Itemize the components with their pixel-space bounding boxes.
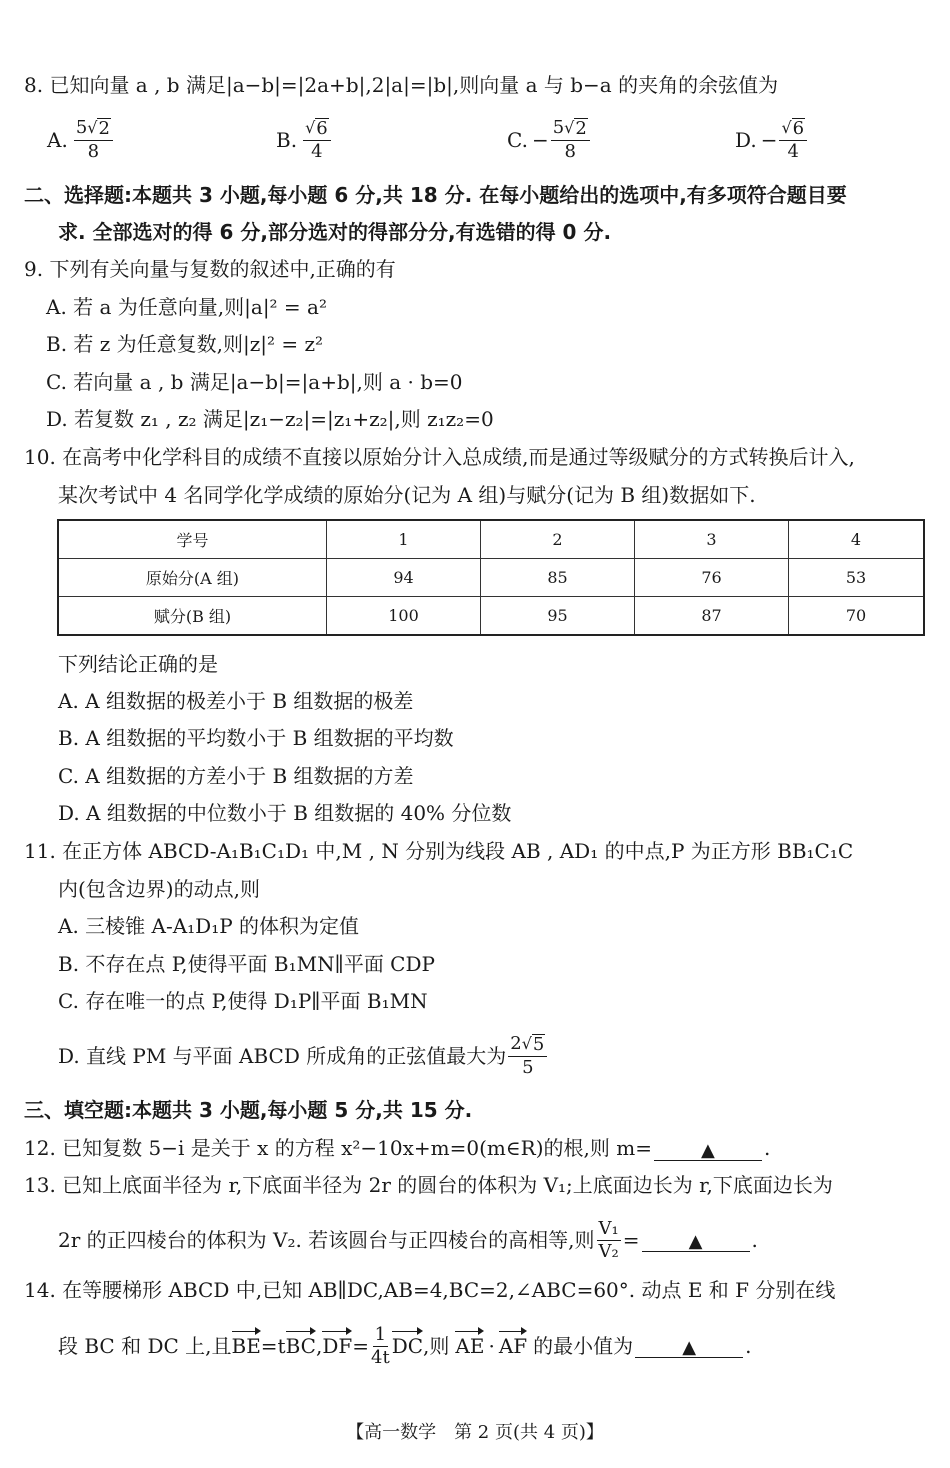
q13-stem-line2 — [58, 1214, 758, 1266]
table-header-cell: 4 — [789, 520, 925, 559]
equals-sign: = — [622, 1228, 640, 1252]
vector-df: DF — [322, 1334, 353, 1358]
table-header-cell: 学号 — [58, 520, 327, 559]
table-header-cell: 3 — [635, 520, 789, 559]
q11-option-d-text: D. 直线 PM 与平面 ABCD 所成角的正弦值最大为 — [58, 1044, 507, 1068]
table-cell: 赋分(B 组) — [58, 597, 327, 636]
triangle-icon: ▲ — [682, 1336, 697, 1358]
q11-option-c: C. 存在唯一的点 P,使得 D₁P∥平面 B₁MN — [58, 989, 428, 1013]
vector-bc: BC — [285, 1334, 316, 1358]
vector-ae: AE — [455, 1334, 485, 1358]
fraction-denominator: V₂ — [598, 1240, 619, 1262]
option-label: B. — [276, 128, 298, 152]
q11-option-d — [58, 1030, 549, 1082]
option-fraction — [779, 118, 807, 162]
q13-period: . — [751, 1228, 758, 1252]
table-header-cell: 2 — [481, 520, 635, 559]
q14-period: . — [745, 1334, 752, 1358]
table-cell: 70 — [789, 597, 925, 636]
equals-sign: = — [352, 1334, 370, 1358]
section2-heading-line1: 二、选择题:本题共 3 小题,每小题 6 分,共 18 分. 在每小题给出的选项中,有多项符合题目要 — [24, 183, 847, 207]
radicand: 2 — [98, 118, 110, 139]
q14-text: 段 BC 和 DC 上,且 — [58, 1334, 232, 1358]
q10-option-b: B. A 组数据的平均数小于 B 组数据的平均数 — [58, 726, 454, 750]
radicand: 6 — [316, 118, 328, 139]
sqrt-symbol: √ 5 — [521, 1034, 545, 1055]
q13-stem-line1: 13. 已知上底面半径为 r,下底面半径为 2r 的圆台的体积为 V₁;上底面边长为 r,下底面边长为 — [24, 1173, 833, 1197]
fraction-denominator: 5 — [522, 1057, 534, 1078]
fraction-coefficient: 5 — [552, 117, 565, 138]
section2-heading-line2: 求. 全部选对的得 6 分,部分选对的得部分分,有选错的得 0 分. — [58, 220, 612, 244]
q9-option-d: D. 若复数 z₁ , z₂ 满足|z₁−z₂|=|z₁+z₂|,则 z₁z₂=0 — [46, 407, 494, 431]
q13-answer-blank[interactable] — [642, 1229, 750, 1252]
score-table — [57, 519, 925, 636]
option-fraction — [74, 118, 113, 162]
table-header-cell: 1 — [327, 520, 481, 559]
q10-stem-line1: 10. 在高考中化学科目的成绩不直接以原始分计入总成绩,而是通过等级赋分的方式转换后计入, — [24, 445, 855, 469]
vector-be: BE — [231, 1334, 261, 1358]
option-label: C. — [507, 128, 528, 152]
q9-option-b: B. 若 z 为任意复数,则|z|² = z² — [46, 332, 324, 356]
table-cell: 100 — [327, 597, 481, 636]
q14-fraction — [371, 1325, 390, 1368]
q14-eq-t: =t — [260, 1334, 286, 1358]
option-label: D. — [735, 128, 757, 152]
q11-stem-line1: 11. 在正方体 ABCD-A₁B₁C₁D₁ 中,M , N 分别为线段 AB , AD₁ 的中点,P 为正方形 BB₁C₁C — [24, 839, 854, 863]
q9-stem: 9. 下列有关向量与复数的叙述中,正确的有 — [24, 257, 396, 281]
table-cell: 76 — [635, 559, 789, 597]
minus-sign: − — [531, 128, 549, 152]
radicand: 6 — [792, 118, 805, 139]
radicand: 2 — [575, 118, 587, 139]
q14-answer-blank[interactable] — [635, 1335, 743, 1358]
fraction-denominator: 8 — [87, 141, 100, 162]
dot-product-sign: · — [488, 1334, 495, 1358]
table-cell: 87 — [635, 597, 789, 636]
fraction-denominator: 4 — [311, 141, 323, 162]
fraction-coefficient: 2 — [510, 1033, 522, 1054]
q13-fraction — [597, 1219, 621, 1262]
vector-af: AF — [498, 1334, 528, 1358]
q8-option-a — [47, 112, 115, 168]
table-cell: 53 — [789, 559, 925, 597]
q11-option-a: A. 三棱锥 A-A₁D₁P 的体积为定值 — [58, 914, 360, 938]
table-cell: 原始分(A 组) — [58, 559, 327, 597]
minus-sign: − — [760, 128, 778, 152]
q12-period: . — [763, 1136, 771, 1160]
q11-option-d-fraction — [508, 1034, 547, 1078]
q8-option-d — [735, 112, 809, 168]
option-fraction — [551, 118, 590, 162]
q8-option-b — [276, 112, 333, 168]
sqrt-symbol: √ 2 — [564, 118, 587, 139]
q10-stem-line2: 某次考试中 4 名同学化学成绩的原始分(记为 A 组)与赋分(记为 B 组)数据如下. — [58, 483, 756, 507]
triangle-icon: ▲ — [688, 1230, 703, 1252]
q10-prompt: 下列结论正确的是 — [58, 652, 218, 676]
fraction-denominator: 8 — [564, 141, 576, 162]
q11-option-b: B. 不存在点 P,使得平面 B₁MN∥平面 CDP — [58, 952, 435, 976]
table-header-row — [58, 520, 924, 559]
table-cell: 85 — [481, 559, 635, 597]
fraction-coefficient: 5 — [75, 117, 88, 138]
q14-tail: 的最小值为 — [533, 1334, 634, 1358]
q13-text: 2r 的正四棱台的体积为 V₂. 若该圆台与正四棱台的高相等,则 — [58, 1228, 595, 1252]
q9-option-c: C. 若向量 a , b 满足|a−b|=|a+b|,则 a · b=0 — [46, 370, 463, 394]
fraction-denominator: 4t — [371, 1346, 390, 1368]
table-cell: 95 — [481, 597, 635, 636]
table-cell: 94 — [327, 559, 481, 597]
vector-dc: DC — [391, 1334, 424, 1358]
fraction-denominator: 4 — [787, 141, 799, 162]
q14-stem-line2 — [58, 1320, 752, 1372]
q11-stem-line2: 内(包含边界)的动点,则 — [58, 877, 260, 901]
q8-option-c — [507, 112, 592, 168]
q14-comma: , — [315, 1334, 323, 1358]
q12-answer-blank[interactable] — [654, 1138, 762, 1161]
sqrt-symbol: √ 6 — [781, 118, 805, 139]
q12-stem — [24, 1135, 770, 1161]
q10-option-c: C. A 组数据的方差小于 B 组数据的方差 — [58, 764, 414, 788]
page-footer: 【高一数学 第 2 页(共 4 页)】 — [346, 1422, 604, 1443]
q10-option-a: A. A 组数据的极差小于 B 组数据的极差 — [58, 689, 414, 713]
sqrt-symbol: √ 6 — [305, 118, 328, 139]
q14-stem-line1: 14. 在等腰梯形 ABCD 中,已知 AB∥DC,AB=4,BC=2,∠ABC=60°. 动点 E 和 F 分别在线 — [24, 1278, 836, 1302]
fraction-numerator: 1 — [374, 1323, 387, 1345]
fraction-numerator: V₁ — [598, 1217, 619, 1239]
q14-then: ,则 — [423, 1334, 450, 1358]
sqrt-symbol: √ 2 — [87, 118, 110, 139]
table-row — [58, 597, 924, 636]
q8-stem: 8. 已知向量 a , b 满足|a−b|=|2a+b|,2|a|=|b|,则向量 a 与 b−a 的夹角的余弦值为 — [24, 73, 779, 97]
section3-heading: 三、填空题:本题共 3 小题,每小题 5 分,共 15 分. — [24, 1098, 473, 1122]
option-label: A. — [47, 128, 68, 152]
q10-option-d: D. A 组数据的中位数小于 B 组数据的 40% 分位数 — [58, 801, 512, 825]
q9-option-a: A. 若 a 为任意向量,则|a|² = a² — [46, 295, 327, 319]
table-row — [58, 559, 924, 597]
option-fraction — [303, 118, 331, 162]
radicand: 5 — [532, 1034, 545, 1055]
q12-text: 12. 已知复数 5−i 是关于 x 的方程 x²−10x+m=0(m∈R)的根,则 m= — [24, 1136, 652, 1160]
triangle-icon: ▲ — [701, 1140, 715, 1161]
